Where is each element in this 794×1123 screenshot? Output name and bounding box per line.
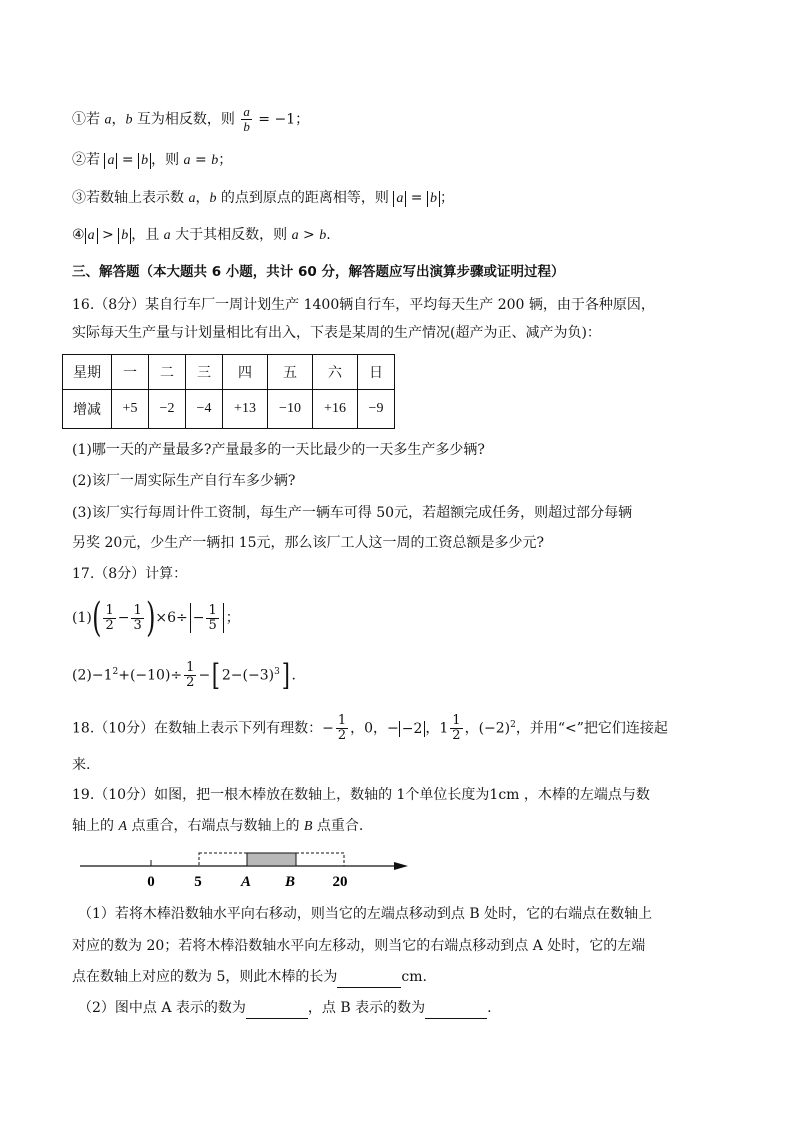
q19-part1-line3 xyxy=(72,967,427,988)
text: . xyxy=(291,667,296,684)
q16-part3-line2: 另奖 20元，少生产一辆扣 15元，那么该厂工人这一周的工资总额是多少元? xyxy=(72,535,545,551)
paren-close: ) xyxy=(145,595,156,641)
q18-line2: 来. xyxy=(72,757,91,773)
stick-left-dashed xyxy=(199,853,247,866)
bracket-open: [ xyxy=(211,657,221,693)
var-b: b xyxy=(125,112,133,128)
text: 互为相反数，则 xyxy=(132,111,240,128)
text: ； xyxy=(225,610,240,626)
denominator: 2 xyxy=(337,728,347,744)
stick-overlap xyxy=(247,853,296,866)
bracket-close: ] xyxy=(281,657,290,693)
exponent: 2 xyxy=(112,667,119,677)
var-a: a xyxy=(291,228,299,243)
text: = −1； xyxy=(253,111,310,128)
text: ，则 xyxy=(151,152,184,168)
text: ④ xyxy=(72,227,85,243)
denominator: 2 xyxy=(452,728,461,744)
axis-label-b: B xyxy=(284,874,296,890)
day-cell: 五 xyxy=(268,355,313,390)
text: ×6÷ xyxy=(155,610,188,626)
statement-4 xyxy=(72,225,331,246)
value-cell: +13 xyxy=(223,390,268,429)
day-cell: 四 xyxy=(223,355,268,390)
q17-expr1 xyxy=(72,596,240,640)
stick-right-dashed xyxy=(296,853,344,866)
numerator: 1 xyxy=(133,602,142,618)
numerator: 1 xyxy=(452,713,461,729)
table-row xyxy=(63,390,395,429)
day-cell: 日 xyxy=(358,355,395,390)
numerator: 1 xyxy=(337,713,347,729)
exponent: 2 xyxy=(510,720,516,730)
answer-blank-a[interactable] xyxy=(246,998,308,1019)
text: ①若 xyxy=(72,111,105,128)
q16-line1: 16.（8分）某自行车厂一周计划生产 1400辆自行车，平均每天生产 200 辆，由于各种原因， xyxy=(72,297,655,313)
q19-part1-line2: 对应的数为 20；若将木棒沿数轴水平向左移动，则当它的右端点移动到点 A 处时，它的左端 xyxy=(72,938,646,954)
fraction-a-over-b xyxy=(241,105,252,134)
axis-label-0: 0 xyxy=(147,874,155,890)
abs-a: a xyxy=(393,191,406,207)
text: = xyxy=(406,190,427,206)
abs-b: b xyxy=(138,153,151,169)
header-label: 星期 xyxy=(63,355,112,390)
answer-blank-length[interactable] xyxy=(337,967,401,988)
text: （2）图中点 A 表示的数为 xyxy=(78,1000,246,1016)
axis-label-5: 5 xyxy=(194,874,202,890)
text: ，并用“<”把它们连接起 xyxy=(515,720,668,737)
text: − xyxy=(192,610,205,626)
numerator: a xyxy=(243,104,250,119)
var-a: a xyxy=(183,153,191,168)
statement-2 xyxy=(72,150,232,171)
number-line-figure xyxy=(78,846,418,892)
abs-value: −2 xyxy=(399,721,426,737)
text: 18.（10分）在数轴上表示下列有理数：− xyxy=(72,720,334,737)
fraction xyxy=(206,604,218,633)
var-a: a xyxy=(163,228,171,243)
abs-a: a xyxy=(85,228,98,244)
text: −1 xyxy=(91,667,113,684)
var-b: b xyxy=(319,228,327,243)
text: +(−10)÷ xyxy=(118,667,183,684)
axis-arrow xyxy=(394,862,408,870)
abs-bar xyxy=(223,603,224,633)
q18-line1 xyxy=(72,705,668,749)
text: cm. xyxy=(401,969,427,985)
day-cell: 三 xyxy=(186,355,223,390)
axis-label-20: 20 xyxy=(332,874,348,890)
production-table xyxy=(62,354,395,429)
q16-part3-line1: (3)该厂实行每周计件工资制，每生产一辆车可得 50元，若超额完成任务，则超过部分每辆 xyxy=(72,505,633,521)
label: (2) xyxy=(72,667,92,684)
text: ，点 B 表示的数为 xyxy=(307,1000,426,1016)
q19-part1-line1: （1）若将木棒沿数轴水平向右移动，则当它的左端点移动到点 B 处时，它的右端点在数轴上 xyxy=(78,906,653,922)
point-b-label: B xyxy=(303,819,313,834)
text: > xyxy=(97,227,119,243)
day-cell: 二 xyxy=(149,355,186,390)
q16-part2: (2)该厂一周实际生产自行车多少辆? xyxy=(72,473,296,489)
text: ②若 xyxy=(72,152,105,168)
denominator: b xyxy=(243,119,250,134)
label: (1) xyxy=(72,610,92,626)
exponent: 3 xyxy=(274,667,280,677)
text: 大于其相反数，则 xyxy=(170,227,292,243)
numerator: 1 xyxy=(208,602,217,618)
value-cell: −4 xyxy=(186,390,223,429)
var-b: b xyxy=(211,153,219,168)
table-header-row xyxy=(63,355,395,390)
text: 的点到原点的距离相等，则 xyxy=(216,190,394,206)
row-label: 增减 xyxy=(63,390,112,429)
abs-b: b xyxy=(118,228,131,244)
statement-3 xyxy=(72,188,454,209)
fraction xyxy=(131,604,143,633)
text: 点在数轴上对应的数为 5，则此木棒的长为 xyxy=(72,969,338,985)
denominator: 2 xyxy=(105,617,114,633)
denominator: 5 xyxy=(208,617,217,633)
q17-heading: 17.（8分）计算： xyxy=(72,566,188,582)
value-cell: −2 xyxy=(149,390,186,429)
q19-line1: 19.（10分）如图，把一根木棒放在数轴上，数轴的 1个单位长度为1cm ，木棒的左端点与数 xyxy=(72,787,650,803)
q16-part1: (1)哪一天的产量最多?产量最多的一天比最少的一天多生产多少辆? xyxy=(72,442,485,458)
text: = xyxy=(190,152,212,168)
numerator: 1 xyxy=(105,602,114,618)
value-cell: −9 xyxy=(358,390,395,429)
fraction xyxy=(184,661,196,690)
text: 点重合. xyxy=(312,818,364,834)
text: ； xyxy=(440,190,454,206)
denominator: 2 xyxy=(186,675,195,691)
value-cell: +5 xyxy=(112,390,149,429)
point-a-label: A xyxy=(118,819,128,834)
var-a: a xyxy=(104,112,112,128)
text: ，(−2) xyxy=(464,720,511,737)
numerator: 1 xyxy=(186,660,195,676)
q17-expr2 xyxy=(72,652,296,696)
day-cell: 六 xyxy=(313,355,358,390)
denominator: 3 xyxy=(133,617,142,633)
statement-1 xyxy=(72,105,309,134)
text: − xyxy=(117,610,130,626)
q19-part2 xyxy=(78,998,492,1019)
var-b: b xyxy=(209,191,217,206)
text: ； xyxy=(218,152,233,168)
text: = xyxy=(117,152,139,168)
fraction xyxy=(450,714,462,743)
section-heading: 三、解答题（本大题共 6 小题，共计 60 分，解答题应写出演算步骤或证明过程） xyxy=(72,264,565,280)
text: > xyxy=(298,227,320,243)
day-cell: 一 xyxy=(112,355,149,390)
q19-line2 xyxy=(72,816,363,837)
text: ， xyxy=(111,111,126,128)
abs-a: a xyxy=(104,153,117,169)
text: − xyxy=(198,667,211,684)
text: ，1 xyxy=(425,720,449,737)
text: ，0，− xyxy=(350,720,399,737)
fraction xyxy=(103,604,115,633)
value-cell: −10 xyxy=(268,390,313,429)
text: . xyxy=(487,1000,492,1016)
text: 轴上的 xyxy=(72,818,119,834)
text: 2−(−3) xyxy=(221,667,275,684)
q16-line2: 实际每天生产量与计划量相比有出入，下表是某周的生产情况(超产为正、减产为负)： xyxy=(72,325,601,341)
axis-label-a: A xyxy=(240,874,252,890)
paren-open: ( xyxy=(91,595,102,641)
var-a: a xyxy=(188,191,196,206)
abs-b: b xyxy=(427,191,440,207)
text: . xyxy=(326,227,331,243)
answer-blank-b[interactable] xyxy=(425,998,487,1019)
abs-bar xyxy=(190,603,191,633)
text: ， xyxy=(195,190,210,206)
text: ，且 xyxy=(131,227,164,243)
text: ③若数轴上表示数 xyxy=(72,190,189,206)
value-cell: +16 xyxy=(313,390,358,429)
fraction xyxy=(336,714,348,743)
text: 点重合，右端点与数轴上的 xyxy=(127,818,304,834)
